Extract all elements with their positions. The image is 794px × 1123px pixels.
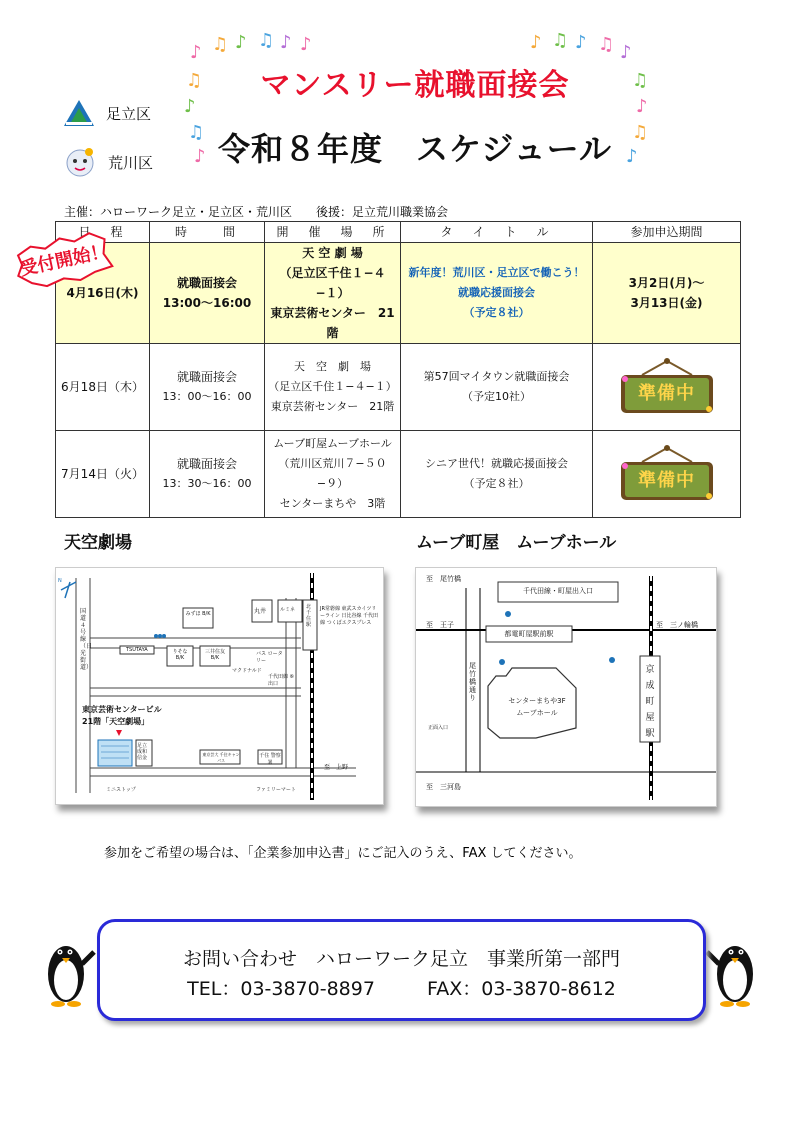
map2-label-ohashi-dori: 尾竹橋通り xyxy=(469,662,476,702)
map2-title: ムーブ町屋 ムーブホール xyxy=(416,533,617,553)
col-place-header: 開 催 場 所 xyxy=(265,222,401,243)
row-place-name: 天 空 劇 場 xyxy=(294,360,371,373)
ward-arakawa xyxy=(62,146,153,178)
map-move-machiya xyxy=(415,567,717,807)
row-time-range: 13：00～16：00 xyxy=(162,390,252,403)
row-time xyxy=(150,344,265,431)
row-title-line2: （予定８社） xyxy=(463,477,530,490)
svg-text:N: N xyxy=(58,578,62,584)
map1-label-famima: ファミリーマート xyxy=(256,787,296,793)
svg-text:♫: ♫ xyxy=(632,122,649,143)
svg-text:♫: ♫ xyxy=(632,70,649,91)
svg-text:♫: ♫ xyxy=(188,122,205,143)
adachi-logo-icon xyxy=(62,98,96,128)
row-title xyxy=(401,344,593,431)
badge-label: 受付開始！ xyxy=(17,240,111,281)
contact-fax: FAX：03-3870-8612 xyxy=(427,978,616,1000)
ward-adachi xyxy=(62,98,151,128)
table-header-row xyxy=(56,222,741,243)
map1-label-mizuho: みずほ B/K xyxy=(185,611,211,617)
svg-text:♫: ♫ xyxy=(212,34,229,55)
row-title-line1: シニア世代！就職応援面接会 xyxy=(425,457,568,470)
map-tenku-theater xyxy=(55,567,384,805)
row-title-line3: （予定８社） xyxy=(463,306,530,319)
row-time xyxy=(150,431,265,518)
row-title xyxy=(401,243,593,344)
map1-label-lines: JR常磐線 東武スカイツリーライン 日比谷線 千代田線 つくばエクスプレス xyxy=(320,606,379,626)
preparing-sign xyxy=(617,444,717,504)
map2-label-center: センターまちや3F xyxy=(508,697,566,705)
row-place-name: 天 空 劇 場 xyxy=(302,246,363,260)
table-row xyxy=(56,243,741,344)
map1-label-to-ueno: 至 上野 xyxy=(324,764,349,771)
row-period-end: 3月13日(金) xyxy=(630,296,703,310)
map1-label-ministop: ミニストップ xyxy=(106,787,136,793)
map1-label-mitsui: 三井住友 B/K xyxy=(204,649,225,661)
col-date-header: 日 程 xyxy=(56,222,150,243)
row-place xyxy=(265,243,401,344)
svg-text:♪: ♪ xyxy=(280,32,292,53)
schedule-table xyxy=(55,221,741,518)
map2-label-front: 正面入口 xyxy=(428,725,449,731)
map2-label-minowa: 至 三ノ輪橋 xyxy=(656,621,698,629)
row-date: 6月18日（木） xyxy=(56,344,150,431)
map1-label-route4: 国道４号線（日光街道） xyxy=(80,608,93,671)
svg-text:♪: ♪ xyxy=(620,42,632,63)
svg-text:♫: ♫ xyxy=(186,70,203,91)
row-place xyxy=(265,344,401,431)
row-time xyxy=(150,243,265,344)
contact-title: お問い合わせ ハローワーク足立 事業所第一部門 xyxy=(182,948,620,970)
row-period-start: 3月2日(月)～ xyxy=(628,276,705,290)
preparing-sign xyxy=(617,357,717,417)
map1-label-center: 東京芸術センタービル xyxy=(82,705,162,714)
row-place-address: （荒川区荒川７−５０−９） xyxy=(278,457,387,490)
row-time-type: 就職面接会 xyxy=(176,457,237,471)
row-time-type: 就職面接会 xyxy=(176,276,237,290)
svg-text:♪: ♪ xyxy=(184,96,196,117)
map2-label-mikawa: 至 三河島 xyxy=(426,783,461,791)
row-place-building: 東京芸術センター 21階 xyxy=(270,400,395,413)
map1-label-geidai: 東京芸大 千住キャンパス xyxy=(202,752,240,763)
map1-label-kitasenju: 北千住駅 xyxy=(306,604,312,628)
map2-label-oji: 至 王子 xyxy=(426,621,454,629)
map1-label-mcd: マクドナルド xyxy=(232,668,262,674)
sponsor-line: 主催：ハローワーク足立・足立区・荒川区 後援：足立荒川職業協会 xyxy=(64,205,449,219)
arakawa-mascot-icon xyxy=(62,146,98,178)
svg-text:♪: ♪ xyxy=(235,32,247,53)
table-row xyxy=(56,431,741,518)
map1-label-tsutaya: TSUTAYA xyxy=(126,647,148,653)
map2-label-toden: 都電町屋駅前駅 xyxy=(504,630,554,638)
row-title-line2: 就職応援面接会 xyxy=(458,286,535,299)
map2-label-keisei: 京成町屋駅 xyxy=(645,665,655,739)
svg-text:♪: ♪ xyxy=(636,96,648,117)
col-title-header: タ イ ト ル xyxy=(401,222,593,243)
row-title-line1: 第57回マイタウン就職面接会 xyxy=(423,370,570,383)
penguin-left-icon xyxy=(38,930,98,1010)
event-title: マンスリー就職面接会 xyxy=(260,68,570,103)
map1-label-lumine: ルミネ xyxy=(280,607,296,613)
row-time-range: 13：30～16：00 xyxy=(162,477,252,490)
penguin-right-icon xyxy=(703,930,763,1010)
svg-text:♪: ♪ xyxy=(530,32,542,53)
svg-text:♪: ♪ xyxy=(300,34,312,55)
row-place-address: （足立区千住１−４−１） xyxy=(279,266,386,300)
row-time-type: 就職面接会 xyxy=(176,370,237,384)
map1-title: 天空劇場 xyxy=(64,533,132,553)
row-date: 7月14日（火） xyxy=(56,431,150,518)
ward-adachi-label: 足立区 xyxy=(106,104,152,123)
col-time-header: 時 間 xyxy=(150,222,265,243)
row-place-name: ムーブ町屋ムーブホール xyxy=(273,437,392,450)
svg-text:♪: ♪ xyxy=(575,32,587,53)
preparing-sign-label: 準備中 xyxy=(638,383,695,404)
row-place-address: （足立区千住１−４−１） xyxy=(268,380,397,393)
row-title-line1: 新年度！荒川区・足立区で働こう！ xyxy=(408,266,585,279)
contact-box xyxy=(97,919,706,1021)
row-title-line2: （予定10社） xyxy=(462,390,531,403)
map1-label-risona: りそな B/K xyxy=(172,649,188,661)
preparing-sign-label: 準備中 xyxy=(638,470,695,491)
contact-numbers xyxy=(100,974,703,1001)
row-place xyxy=(265,431,401,518)
row-period xyxy=(593,431,741,518)
apply-note: 参加をご希望の場合は、「企業参加申込書」にご記入のうえ、FAX してください。 xyxy=(104,846,582,861)
svg-text:♫: ♫ xyxy=(258,30,275,51)
schedule-title: 令和８年度 スケジュール xyxy=(217,130,613,168)
map1-label-adachi-school: 足立 成和 信金 xyxy=(137,743,148,761)
svg-text:♪: ♪ xyxy=(626,146,638,167)
row-title xyxy=(401,431,593,518)
contact-tel: TEL：03-3870-8897 xyxy=(187,978,375,1000)
col-period-header: 参加申込期間 xyxy=(593,222,741,243)
map1-label-police: 千住 警察署 xyxy=(259,753,281,766)
row-period xyxy=(593,243,741,344)
svg-text:♫: ♫ xyxy=(552,30,569,51)
row-period xyxy=(593,344,741,431)
map2-label-chiyoda-exit: 千代田線・町屋出入口 xyxy=(523,587,593,595)
map1-label-bus: バス ロータリー xyxy=(256,651,283,664)
row-date: 4月16日(木) xyxy=(56,243,150,344)
ward-arakawa-label: 荒川区 xyxy=(108,153,154,172)
map1-label-tenku: 21階「天空劇場」 xyxy=(82,717,150,726)
row-place-building: 東京芸術センター 21階 xyxy=(270,306,395,340)
table-row xyxy=(56,344,741,431)
map1-label-marui: 丸井 xyxy=(254,608,267,615)
row-time-range: 13:00～16:00 xyxy=(162,296,252,310)
svg-text:♪: ♪ xyxy=(194,146,206,167)
row-place-building: センターまちや 3階 xyxy=(279,497,386,510)
map2-label-hall: ムーブホール xyxy=(516,709,558,717)
map2-label-obashi: 至 尾竹橋 xyxy=(426,575,461,583)
map1-label-chiyoda: 千代田線 ⑥出口 xyxy=(268,674,295,687)
svg-text:♫: ♫ xyxy=(598,34,615,55)
svg-text:♪: ♪ xyxy=(190,42,202,63)
